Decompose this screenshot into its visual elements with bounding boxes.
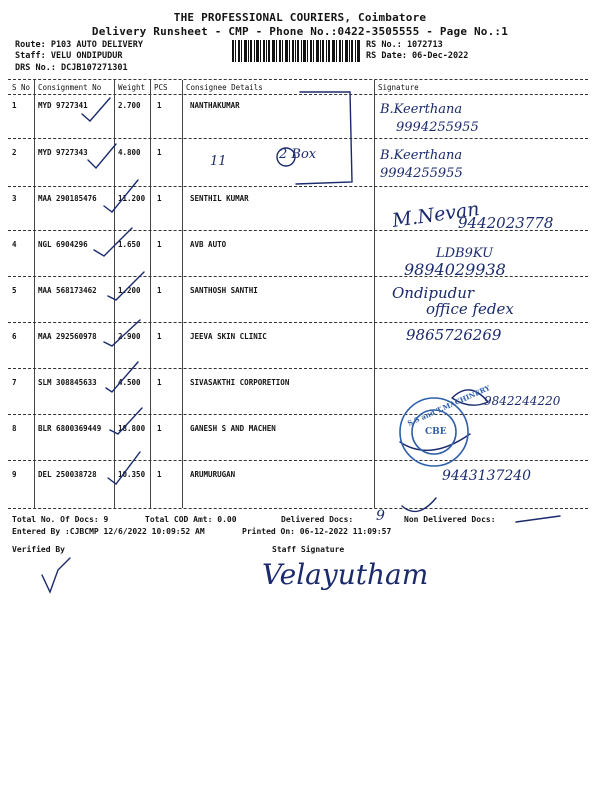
- sig-row9-phone: 9443137240: [442, 468, 532, 484]
- bracket-box: [296, 92, 352, 184]
- delivered-docs: Delivered Docs:: [281, 515, 354, 524]
- row-weight: 1.200: [118, 286, 141, 295]
- sig-row4-code: LDB9KU: [436, 246, 494, 261]
- sig-row4-phone: 9894029938: [404, 260, 506, 279]
- dash-mark: [516, 516, 560, 522]
- non-delivered-docs: Non Delivered Docs:: [404, 515, 496, 524]
- row-consignment: MAA 568173462: [38, 286, 97, 295]
- company-title: THE PROFESSIONAL COURIERS, Coimbatore: [173, 11, 427, 24]
- mark-ll: 11: [210, 154, 227, 169]
- rs-date: RS Date: 06-Dec-2022: [366, 51, 469, 61]
- stamp-city: CBE: [425, 427, 447, 437]
- sig-row6-phone: 9865726269: [406, 326, 502, 344]
- row-pcs: 1: [157, 194, 162, 203]
- row-consignment: SLM 308845633: [38, 378, 97, 387]
- row-consignee: ARUMURUGAN: [190, 470, 236, 479]
- row-pcs: 1: [157, 148, 162, 157]
- box-note: 2 Box: [279, 147, 317, 162]
- tick-mark: [110, 408, 142, 434]
- tick-mark: [104, 320, 140, 346]
- sig-row1-name: B.Keerthana: [380, 102, 463, 117]
- row-consignment: MAA 292560978: [38, 332, 97, 341]
- tick-mark: [108, 272, 144, 300]
- row-pcs: 1: [157, 470, 162, 479]
- row-consignment: MAA 290185476: [38, 194, 97, 203]
- sig-row5-line2: office fedex: [426, 300, 514, 318]
- row-weight: 10.350: [118, 470, 146, 479]
- row-consignee: NANTHAKUMAR: [190, 101, 240, 110]
- col-consignee: Consignee Details: [186, 83, 263, 92]
- col-sno: S No: [12, 83, 31, 92]
- tick-mark: [88, 144, 116, 168]
- sig-row2-phone: 9994255955: [380, 166, 463, 181]
- scribble: [402, 498, 436, 511]
- row-consignee: SANTHOSH SANTHI: [190, 286, 258, 295]
- row-consignment: BLR 6800369449: [38, 424, 102, 433]
- row-consignment: MYD 9727341: [38, 101, 88, 110]
- verified-by-label: Verified By: [12, 545, 65, 554]
- row-weight: 1.650: [118, 240, 141, 249]
- col-pcs: PCS: [154, 83, 168, 92]
- sig-row1-phone: 9994255955: [396, 120, 479, 135]
- total-docs: Total No. Of Docs: 9: [12, 515, 109, 524]
- row-consignment: DEL 250038728: [38, 470, 97, 479]
- row-pcs: 1: [157, 240, 162, 249]
- row-sno: 8: [12, 424, 17, 433]
- verified-sign-mark: [42, 558, 70, 592]
- row-pcs: 1: [157, 332, 162, 341]
- row-weight: 2.700: [118, 101, 141, 110]
- row-consignee: SIVASAKTHI CORPORETION: [190, 378, 290, 387]
- rs-number: RS No.: 1072713: [366, 40, 443, 50]
- runsheet-subtitle: Delivery Runsheet - CMP - Phone No.:0422-3505555 - Page No.:1: [91, 25, 509, 38]
- delivered-count: 9: [376, 508, 385, 524]
- sig-row3-name: M.Nevan: [390, 198, 481, 232]
- row-consignee: JEEVA SKIN CLINIC: [190, 332, 267, 341]
- staff-signature-label: Staff Signature: [272, 545, 345, 554]
- row-consignee: SENTHIL KUMAR: [190, 194, 249, 203]
- entered-by: Entered By :CJBCMP 12/6/2022 10:09:52 AM: [12, 527, 205, 536]
- tick-mark: [94, 228, 132, 256]
- row-pcs: 1: [157, 424, 162, 433]
- staff-signature: Velayutham: [262, 558, 429, 591]
- row-sno: 6: [12, 332, 17, 341]
- row-sno: 9: [12, 470, 17, 479]
- col-consignment: Consignment No: [38, 83, 102, 92]
- row-sno: 7: [12, 378, 17, 387]
- row-pcs: 1: [157, 378, 162, 387]
- row-sno: 1: [12, 101, 17, 110]
- tick-mark: [106, 362, 138, 392]
- tick-mark: [108, 452, 140, 484]
- row-sno: 4: [12, 240, 17, 249]
- drs-label: DRS No.: DCJB107271301: [15, 63, 128, 73]
- row-weight: 4.800: [118, 148, 141, 157]
- tick-mark: [82, 98, 110, 121]
- row-sno: 5: [12, 286, 17, 295]
- row-weight: 11.200: [118, 194, 146, 203]
- row-consignment: MYD 9727343: [38, 148, 88, 157]
- row-consignee: GANESH S AND MACHEN: [190, 424, 276, 433]
- total-cod: Total COD Amt: 0.00: [145, 515, 237, 524]
- row-weight: 4.500: [118, 378, 141, 387]
- sig-row3-phone: 9442023778: [458, 214, 554, 232]
- row-pcs: 1: [157, 286, 162, 295]
- row-consignment: NGL 6904296: [38, 240, 88, 249]
- row-consignee: AVB AUTO: [190, 240, 227, 249]
- row-sno: 2: [12, 148, 17, 157]
- row-sno: 3: [12, 194, 17, 203]
- sig-row5-line1: Ondipudur: [392, 284, 475, 302]
- sig-row2-name: B.Keerthana: [380, 148, 463, 163]
- row-weight: 18.800: [118, 424, 146, 433]
- col-weight: Weight: [118, 83, 146, 92]
- row-weight: 2.900: [118, 332, 141, 341]
- sig-row8-phone: 9842244220: [484, 394, 561, 408]
- col-signature: Signature: [378, 83, 419, 92]
- row-pcs: 1: [157, 101, 162, 110]
- printed-on: Printed On: 06-12-2022 11:09:57: [242, 527, 392, 536]
- tick-mark: [104, 180, 138, 212]
- staff-label: Staff: VELU ONDIPUDUR: [15, 51, 123, 61]
- stamp-text: S.S and T.MACHINERY: [406, 383, 492, 428]
- route-label: Route: P103 AUTO DELIVERY: [15, 40, 143, 50]
